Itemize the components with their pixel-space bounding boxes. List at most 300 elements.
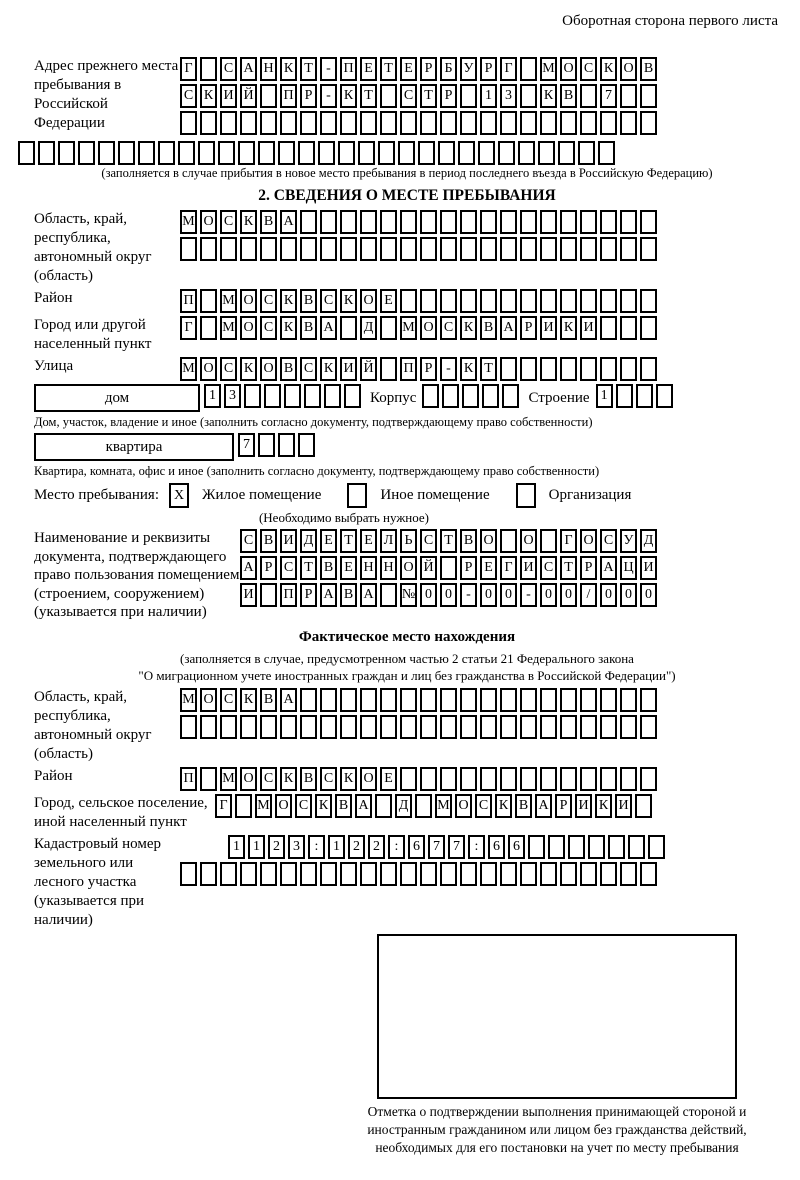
char-box: В [300,289,317,313]
char-box: 1 [204,384,221,408]
char-box [440,289,457,313]
char-box: У [620,529,637,553]
checkbox-inoe [347,483,370,508]
char-box: Й [240,84,257,108]
char-box [360,688,377,712]
char-box: Й [360,357,377,381]
char-box [180,237,197,261]
apartment-number-boxes [238,433,318,457]
char-box: 0 [620,583,637,607]
char-box: О [560,57,577,81]
char-box [238,141,255,165]
char-box: : [468,835,485,859]
stay-type-label: Место пребывания: [34,487,159,503]
char-box: И [580,316,597,340]
apartment-note: Квартира, комната, офис и иное (заполнить согласно документу, подтверждающему право собственности) [34,464,600,478]
char-box [500,688,517,712]
char-box [400,111,417,135]
char-box [560,357,577,381]
checkbox-zhiloe [169,483,192,508]
char-box [500,767,517,791]
char-box [568,835,585,859]
document-row-1 [240,529,660,553]
char-box: Н [380,556,397,580]
char-box: С [420,529,437,553]
char-box: Е [400,57,417,81]
char-box: М [180,688,197,712]
char-box [400,862,417,886]
char-box: В [320,556,337,580]
house-number-boxes [204,384,364,408]
char-box [480,210,497,234]
char-box [440,556,457,580]
char-box: Е [360,57,377,81]
char-box [235,794,252,818]
char-box: К [560,316,577,340]
char-box [640,715,657,739]
char-box: А [320,583,337,607]
char-box [340,316,357,340]
char-box [620,237,637,261]
char-box: 1 [328,835,345,859]
char-box: В [260,688,277,712]
char-box [520,862,537,886]
char-box [420,111,437,135]
actual-district-label: Район [34,767,73,784]
char-box: Й [420,556,437,580]
char-box [500,111,517,135]
char-box [640,84,657,108]
street-boxes [180,357,660,381]
char-box: В [560,84,577,108]
confirmation-caption: Отметка о подтверждении выполнения принимающей стороной и иностранным гражданином или лицом без гражданства действий, необходимых для его постановки на учет по месту пребывания [367,1103,747,1155]
char-box: М [400,316,417,340]
option-label-inoe: Иное помещение [380,487,490,503]
char-box [640,767,657,791]
char-box [598,141,615,165]
char-box: Е [380,767,397,791]
char-box: А [240,57,257,81]
char-box: К [340,767,357,791]
char-box [200,316,217,340]
char-box [500,289,517,313]
char-box [422,384,439,408]
char-box [520,357,537,381]
char-box [278,141,295,165]
char-box: П [340,57,357,81]
char-box [580,357,597,381]
char-box: Т [340,529,357,553]
char-box [318,141,335,165]
char-box [420,289,437,313]
char-box [480,715,497,739]
char-box [560,715,577,739]
region-rows [180,210,660,264]
char-box: К [240,688,257,712]
char-box: Н [260,57,277,81]
char-box [540,289,557,313]
char-box [300,237,317,261]
actual-city-label: Город, сельское поселение, иной населенный пункт [34,794,208,830]
char-box [540,210,557,234]
char-box [358,141,375,165]
char-box [600,289,617,313]
char-box: В [480,316,497,340]
actual-region-row-2 [180,715,660,739]
char-box [520,210,537,234]
char-box [118,141,135,165]
char-box: : [388,835,405,859]
char-box: С [180,84,197,108]
char-box: И [615,794,632,818]
char-box: В [280,357,297,381]
char-box [520,237,537,261]
char-box [578,141,595,165]
char-box [648,835,665,859]
char-box [620,688,637,712]
char-box [516,483,536,508]
char-box [258,141,275,165]
option-label-zhiloe: Жилое помещение [202,487,322,503]
char-box: А [240,556,257,580]
char-box [628,835,645,859]
char-box [400,688,417,712]
char-box: К [280,289,297,313]
char-box [420,715,437,739]
char-box [500,357,517,381]
char-box [78,141,95,165]
char-box: К [280,57,297,81]
char-box [640,357,657,381]
char-box [180,715,197,739]
char-box [200,715,217,739]
char-box: Л [380,529,397,553]
option-label-organizaciya: Организация [548,487,632,503]
char-box: Б [440,57,457,81]
char-box [538,141,555,165]
char-box [600,210,617,234]
char-box [360,237,377,261]
prev-address-row-1 [180,57,660,81]
char-box [220,237,237,261]
char-box: 3 [500,84,517,108]
char-box [462,384,479,408]
char-box: П [180,289,197,313]
char-box [420,862,437,886]
char-box [440,111,457,135]
char-box: Р [420,57,437,81]
char-box: С [320,767,337,791]
document-rows [240,529,660,610]
document-row-2 [240,556,660,580]
house-note: Дом, участок, владение и иное (заполнить согласно документу, подтверждающему право собственности) [34,415,593,429]
char-box: С [300,357,317,381]
char-box: 7 [428,835,445,859]
prev-address-row-2 [180,84,660,108]
cadastral-block [34,835,780,930]
char-box [518,141,535,165]
char-box [338,141,355,165]
char-box [460,210,477,234]
char-box [380,111,397,135]
char-box: В [300,316,317,340]
char-box: С [600,529,617,553]
char-box: Е [480,556,497,580]
char-box [520,688,537,712]
char-box [418,141,435,165]
char-box [280,862,297,886]
char-box [620,715,637,739]
char-box [260,862,277,886]
char-box [344,384,361,408]
char-box [540,357,557,381]
char-box: Т [380,57,397,81]
char-box [548,835,565,859]
char-box [540,767,557,791]
char-box [600,688,617,712]
char-box: X [169,483,189,508]
char-box [138,141,155,165]
char-box: О [240,767,257,791]
char-box [458,141,475,165]
char-box [380,316,397,340]
cadastral-rows [180,835,668,889]
char-box: М [180,357,197,381]
char-box [460,84,477,108]
char-box: У [460,57,477,81]
char-box [200,767,217,791]
char-box [520,57,537,81]
char-box: С [540,556,557,580]
char-box: - [320,57,337,81]
char-box: : [308,835,325,859]
char-box: М [220,316,237,340]
char-box [320,862,337,886]
region-block [34,210,780,286]
char-box [340,210,357,234]
char-box [616,384,633,408]
char-box: - [520,583,537,607]
char-box [500,529,517,553]
char-box: К [460,316,477,340]
char-box: К [600,57,617,81]
char-box: 7 [238,433,255,457]
char-box [480,111,497,135]
apartment-type-box: квартира [34,433,234,461]
char-box [600,862,617,886]
char-box [300,210,317,234]
char-box: 1 [228,835,245,859]
char-box [360,715,377,739]
char-box [540,237,557,261]
char-box [528,835,545,859]
char-box [588,835,605,859]
char-box [200,289,217,313]
char-box [540,111,557,135]
char-box [220,715,237,739]
char-box [58,141,75,165]
char-box [600,316,617,340]
char-box [280,237,297,261]
char-box: Р [520,316,537,340]
char-box: 7 [448,835,465,859]
char-box: М [540,57,557,81]
char-box [220,862,237,886]
char-box: А [600,556,617,580]
char-box [258,433,275,457]
char-box [260,715,277,739]
char-box [500,862,517,886]
apartment-block [34,433,780,461]
char-box [320,715,337,739]
char-box: О [360,289,377,313]
char-box: Е [340,556,357,580]
char-box [400,767,417,791]
char-box: Т [480,357,497,381]
choose-note: (Необходимо выбрать нужное) [258,510,430,525]
char-box [440,210,457,234]
char-box: Е [380,289,397,313]
korpus-label: Корпус [370,390,417,406]
actual-city-block [34,794,780,832]
char-box: О [200,357,217,381]
char-box [520,767,537,791]
char-box: - [320,84,337,108]
char-box [620,316,637,340]
char-box: К [460,357,477,381]
char-box: 6 [508,835,525,859]
char-box [540,715,557,739]
char-box [198,141,215,165]
stay-type-block [34,483,780,508]
char-box [540,688,557,712]
char-box [640,862,657,886]
char-box: 0 [600,583,617,607]
char-box [380,357,397,381]
char-box: О [260,357,277,381]
char-box: К [280,316,297,340]
char-box: Г [500,556,517,580]
char-box [200,862,217,886]
char-box: К [240,210,257,234]
char-box: 7 [600,84,617,108]
char-box [375,794,392,818]
char-box: Г [500,57,517,81]
char-box [218,141,235,165]
char-box: А [280,210,297,234]
char-box [640,210,657,234]
char-box [260,583,277,607]
char-box: П [400,357,417,381]
char-box [600,111,617,135]
char-box: Д [300,529,317,553]
char-box [18,141,35,165]
city-block [34,316,780,354]
char-box [178,141,195,165]
char-box: 0 [440,583,457,607]
char-box [284,384,301,408]
char-box: П [280,84,297,108]
char-box: И [540,316,557,340]
char-box [460,767,477,791]
char-box: 2 [268,835,285,859]
char-box [320,237,337,261]
char-box [580,237,597,261]
district-boxes [180,289,660,313]
actual-region-rows [180,688,660,742]
prev-address-label: Адрес прежнего места пребывания в Российской Федерации [34,58,179,131]
char-box: С [220,688,237,712]
char-box: С [580,57,597,81]
char-box: И [640,556,657,580]
actual-location-title: Фактическое место нахождения [298,628,516,645]
char-box [347,483,367,508]
char-box: В [260,210,277,234]
char-box: К [495,794,512,818]
char-box [340,862,357,886]
char-box: 0 [560,583,577,607]
char-box [560,862,577,886]
stroenie-boxes [596,384,676,408]
char-box [500,210,517,234]
char-box: Р [420,357,437,381]
char-box: Р [300,583,317,607]
char-box: Ь [400,529,417,553]
char-box [635,794,652,818]
char-box: Г [180,57,197,81]
char-box [640,111,657,135]
char-box [320,111,337,135]
char-box: К [340,289,357,313]
char-box [420,688,437,712]
char-box: Р [555,794,572,818]
char-box: - [460,583,477,607]
char-box: И [240,583,257,607]
actual-district-boxes [180,767,660,791]
char-box: П [180,767,197,791]
char-box: 0 [480,583,497,607]
char-box: К [315,794,332,818]
char-box [240,111,257,135]
char-box [415,794,432,818]
char-box [98,141,115,165]
char-box [560,210,577,234]
char-box: Г [180,316,197,340]
char-box [460,111,477,135]
char-box: И [280,529,297,553]
char-box [440,767,457,791]
char-box [580,84,597,108]
char-box: Д [640,529,657,553]
house-block [34,384,780,412]
char-box [380,210,397,234]
prev-address-rows [180,57,660,138]
char-box [656,384,673,408]
char-box: К [595,794,612,818]
actual-location-note-1: (заполняется в случае, предусмотренном частью 2 статьи 21 Федерального закона [180,650,634,666]
char-box [200,57,217,81]
char-box: Р [260,556,277,580]
char-box: С [260,316,277,340]
char-box: Д [395,794,412,818]
char-box [380,84,397,108]
char-box: 0 [500,583,517,607]
char-box [298,141,315,165]
char-box: О [360,767,377,791]
char-box [580,289,597,313]
char-box: К [320,357,337,381]
document-label: Наименование и реквизиты документа, подтверждающего право пользования помещением (строением, сооружением) (указывается при наличии) [34,530,240,620]
